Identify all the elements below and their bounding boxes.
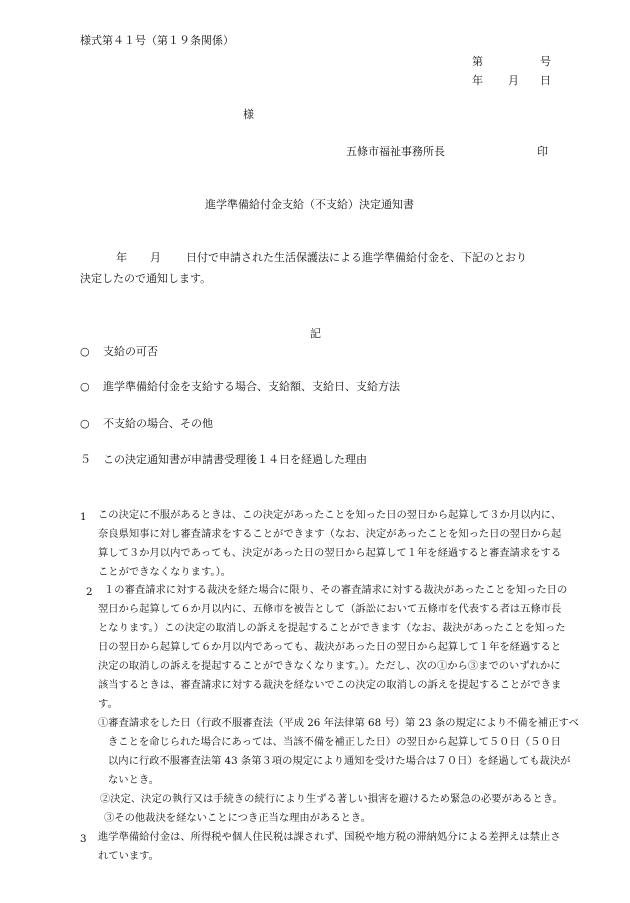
item-4-text: この決定通知書が申請書受理後１４日を経過した理由 xyxy=(103,453,367,466)
seal-mark: 印 xyxy=(537,145,548,158)
body-line-1: 日付で申請された生活保護法による進学準備給付金を、下記のとおり xyxy=(186,251,527,264)
note-2-line: す。 xyxy=(98,698,118,710)
item-3-marker: ○ xyxy=(80,417,90,430)
note-2 xyxy=(98,581,568,714)
note-3-line: れています。 xyxy=(98,850,159,862)
item-3-text: 不支給の場合、その他 xyxy=(103,417,213,430)
note-2-sub-2 xyxy=(100,790,563,809)
note-2-sub-2-line: ②決定、決定の執行又は手続きの続行により生ずる著しい損害を避けるため緊急の必要があるとき。 xyxy=(100,793,563,805)
body-month: 月 xyxy=(150,251,161,264)
note-1-line: 算して３か月以内であっても、決定があった日の翌日から起算して１年を経過すると審査請求をする xyxy=(98,547,562,559)
note-2-number: 2 xyxy=(86,586,93,598)
note-2-sub-1-line: ①審査請求をした日（行政不服審査法（平成 26 年法律第 68 号）第 23 条の規定により不備を補正すべ xyxy=(98,717,579,729)
document-title: 進学準備給付金支給（不支給）決定通知書 xyxy=(205,198,414,211)
form-number: 様式第４１号（第１９条関係） xyxy=(80,34,234,47)
note-3 xyxy=(98,828,561,866)
note-2-sub-1-line: きことを命じられた場合にあっては、当該不備を補正した日）の翌日から起算して５０日（５０日 xyxy=(108,736,561,748)
document-number-suffix: 号 xyxy=(540,55,551,68)
document-number-label: 第 xyxy=(472,55,483,68)
item-4-marker: ５ xyxy=(80,453,91,466)
note-2-line: 日の翌日から起算して６か月以内であっても、裁決があった日の翌日から起算して１年を経過すると xyxy=(98,641,562,653)
issuer-name: 五條市福祉事務所長 xyxy=(346,145,445,158)
note-2-sub-3 xyxy=(104,809,371,828)
item-2-marker: ○ xyxy=(80,380,90,393)
date-day-label: 日 xyxy=(540,74,551,87)
body-line-2: 決定したので通知します。 xyxy=(80,272,212,285)
addressee-honorific: 様 xyxy=(243,108,254,121)
note-2-line: 決定の取消しの訴えを提起することができなくなります。）。ただし、次の①から③までのいずれかに xyxy=(98,660,561,672)
note-3-number: 3 xyxy=(80,833,87,845)
note-2-sub-1-line: 以内に行政不服審査法第 43 条第３項の規定により通知を受けた場合は７０日）を経過しても裁決が xyxy=(108,755,571,767)
note-2-sub-1 xyxy=(98,714,579,790)
note-1 xyxy=(98,506,561,582)
note-2-line: １の審査請求に対する裁決を経た場合に限り、その審査請求に対する裁決があったことを知った日の xyxy=(104,584,568,596)
note-1-line: 奈良県知事に対し審査請求をすることができます（なお、決定があったことを知った日の翌日から起 xyxy=(98,528,562,540)
note-1-line: この決定に不服があるときは、この決定があったことを知った日の翌日から起算して３か月以内に、 xyxy=(98,509,562,521)
note-2-line: 該当するときは、審査請求に対する裁決を経ないでこの決定の取消しの訴えを提起することができま xyxy=(98,679,562,691)
item-2-text: 進学準備給付金を支給する場合、支給額、支給日、支給方法 xyxy=(103,380,400,393)
note-3-line: 進学準備給付金は、所得税や個人住民税は課されず、国税や地方税の滞納処分による差押えは禁止さ xyxy=(98,831,561,843)
body-year: 年 xyxy=(116,251,127,264)
ki-heading: 記 xyxy=(310,327,321,340)
item-1-marker: ○ xyxy=(80,345,90,358)
note-2-line: となります。）この決定の取消しの訴えを提起することができます（なお、裁決があったことを知った xyxy=(98,622,566,634)
date-month-label: 月 xyxy=(508,74,519,87)
note-2-sub-3-line: ③その他裁決を経ないことにつき正当な理由があるとき。 xyxy=(104,812,372,824)
note-1-line: ことができなくなります。）。 xyxy=(98,566,232,578)
date-year-label: 年 xyxy=(472,74,483,87)
item-1-text: 支給の可否 xyxy=(103,345,158,358)
note-1-number: 1 xyxy=(80,511,87,523)
note-2-line: 翌日から起算して６か月以内に、五條市を被告として（訴訟において五條市を代表する者は五條市長 xyxy=(98,603,562,615)
note-2-sub-1-line: ないとき。 xyxy=(108,774,160,786)
